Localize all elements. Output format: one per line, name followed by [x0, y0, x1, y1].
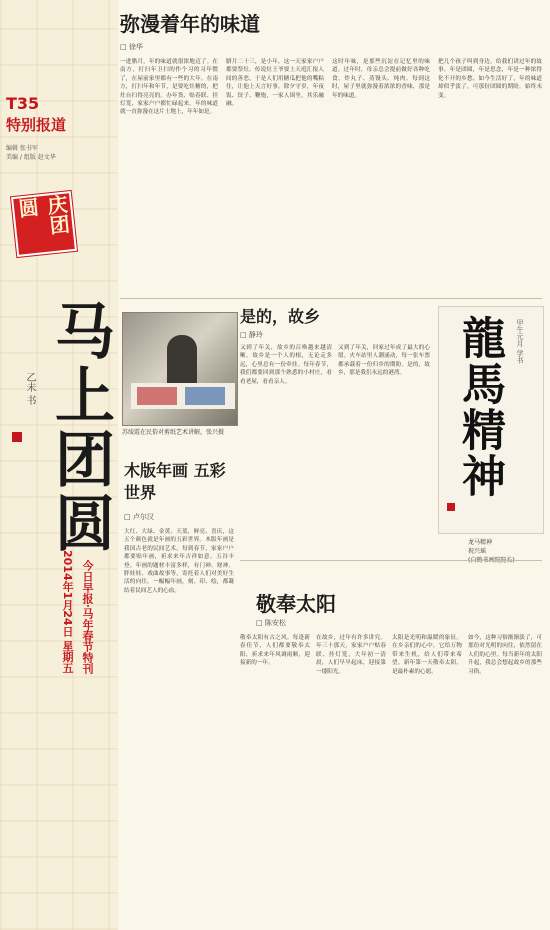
divider: [120, 298, 542, 299]
article2-col1: 又到了年关，故乡的召唤越来越清晰。故乡是一个人的根，无论走多远，心里总有一份牵挂。每年春节，我们都要回到那个熟悉的小村庄，看看老屋，看看亲人。: [240, 345, 332, 385]
photo-caption: 苏绫霞在民俗对剪纸艺术讲解，张兴摄: [122, 429, 225, 436]
section-code: T35: [6, 94, 40, 113]
calligraphy-artist: 祝兴瑶: [468, 548, 487, 555]
big-calligraphy: 马上团圆: [45, 300, 115, 556]
calligraphy-chars: 龍馬精神: [454, 315, 505, 499]
article1-col1: 一进腊月，年的味道就很浓地迈了。在南方，打扫年卫扫的作个习的习年惯了，在屋前家里都有一些的大年。在南方，打扫年和年节，是要吃灶糖的，把灶台扫得亮亮的。办年货、贴春联、挂灯笼，家家户户都忙碌起来。年的味道就一直弥漫在这片土地上，年年如是。: [120, 59, 218, 116]
paper-name: 今日早报·马年春节特刊: [81, 560, 94, 674]
article2-title: 是的，故乡: [240, 307, 321, 326]
article3-col1: 大红、大绿、金黄、天蓝，鲜亮、喜庆，这五个颜色就是年画的五彩世界。木版年画是我国古老的民间艺术，每到春节，家家户户都要贴年画，祈求来年吉祥如意、五谷丰登。年画的题材丰富多样，有门神、财神、胖娃娃、戏曲故事等，寄托着人们对美好生活的向往。一幅幅年画，刻、印、绘，都凝结着民间艺人的心血。: [124, 529, 234, 594]
designer-line: 美编 / 组版 赵文华: [6, 154, 56, 161]
article4-col2: 在故乡，过年有许多讲究。年三十那天，家家户户贴春联、挂灯笼，大年初一清晨，人们早早起床，迎接第一缕阳光。: [316, 635, 386, 675]
seal-stamp: [12, 432, 22, 442]
article1-col4: 把几个孩子叫到身边，给我们讲过年的故事。年是团圆，年是思念，年是一种浓得化不开的乡愁。如今生活好了，年的味道却似乎淡了，可那份团圆的期盼，始终未变。: [438, 59, 542, 99]
calligraphy-box: [438, 306, 544, 534]
article3-title: 木版年画 五彩世界: [124, 461, 226, 502]
date-text: 2014年1月24日: [61, 550, 74, 637]
calligraphy-signature: 乙未 书: [24, 372, 35, 406]
date-line: [60, 550, 74, 673]
festival-badge: 庆团圆: [11, 191, 77, 257]
section-name: 特别报道: [6, 116, 67, 134]
editor-line: 编辑 张书军: [6, 145, 38, 152]
article4-col4: 如今，这种习俗渐渐淡了，可那份对光明的向往，依然留在人们的心里。每当新年的太阳升起，我总会想起故乡的那些习俗。: [468, 635, 542, 675]
calligraphy-note: 甲午元月 学书: [516, 319, 524, 364]
divider: [240, 560, 542, 561]
calligraphy-seal: [447, 503, 455, 511]
weekday-text: 星期五: [61, 640, 74, 674]
article4-col3: 太阳是光明和温暖的象征。在乡亲们的心中，它给万物带来生机，给人们带来希望。新年第一天敬奉太阳，是最朴素的心愿。: [392, 635, 462, 675]
photo-papercut-blue: [185, 387, 225, 405]
photo-papercut-red: [137, 387, 177, 405]
article4-col1: 敬奉太阳有古之风。每逢新春佳节，人们都要敬奉太阳，祈求来年风调雨顺，迎接新的一年。: [240, 635, 310, 667]
papercut-photo: [122, 312, 238, 426]
article1-col3: 这时年味，是那些沉淀在记忆里的味道。过年时，母亲总会提前做好各种吃食，炸丸子、蒸馒头、炖肉。每到这时，屋子里就弥漫着浓浓的香味，那是年的味道。: [332, 59, 430, 99]
article3-byline: □ 卢尔汉: [124, 513, 154, 521]
article1-col2: 腊月二十三，是小年，这一天家家户户都要祭灶。传说灶王爷要上天庭汇报人间的善恶，于是人们用糖瓜把他的嘴粘住，让他上天言好事。除夕守岁，年夜饭、饺子、鞭炮，一家人围坐，其乐融融。: [226, 59, 324, 108]
article2-byline: □ 静玲: [240, 331, 263, 339]
article4-byline: □ 陈安松: [256, 619, 286, 627]
article2-col2: 又到了年关，回家过年成了最大的心愿。火车站里人潮涌动，每一张车票都承载着一份归乡的期盼。是的，故乡，那是我们永远的港湾。: [338, 345, 430, 377]
article1-byline: □ 徐华: [120, 43, 143, 51]
article4-title: 敬奉太阳: [256, 592, 336, 616]
editor-credits: [6, 144, 56, 162]
calligraphy-artwork-title: 龙马精神: [468, 539, 493, 546]
article1-title: 弥漫着年的味道: [120, 12, 260, 36]
